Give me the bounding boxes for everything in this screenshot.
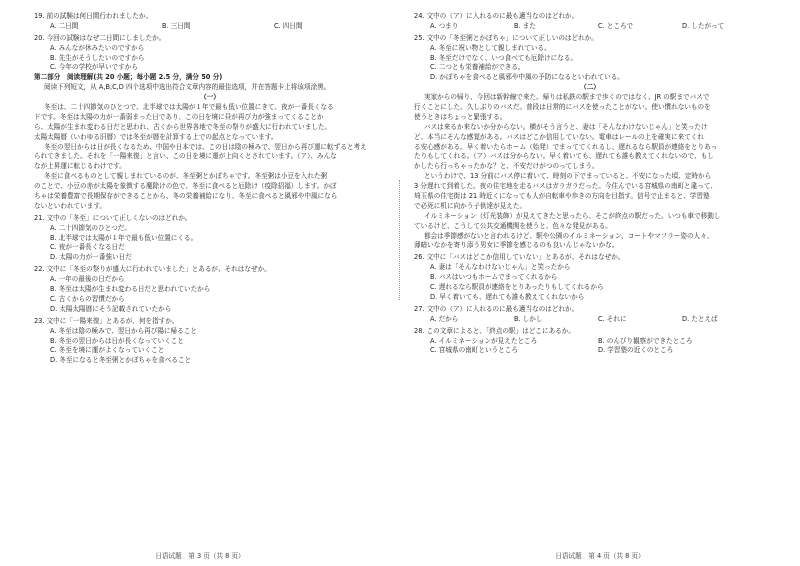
option-b: B. 冬至だけでなく、いつ食べても厄除けになる。: [430, 53, 578, 62]
section-heading: 第二部分 阅读理解(共 20 小题；每小题 2.5 分，满分 50 分): [34, 73, 223, 82]
option-c: C. ところで: [598, 21, 634, 30]
question-stem: 23. 文中に「一陽来復」とあるが、何を指すか。: [34, 316, 179, 325]
passage-line: のことで、小豆の赤が太陽を象徴する魔除けの色で、冬至に食べると厄除け（疫除招福）します。かぼ: [34, 182, 337, 191]
option-b: B. 北半球では太陽が１年で最も低い位置にくる。: [50, 233, 198, 242]
passage-line: 冬至は、二十四節気のひとつで、北半球では太陽が１年で最も低い位置にきて、夜が一番長くなる: [44, 103, 334, 112]
option-d: D. 冬至になると冬至粥とかぼちゃを食べること: [50, 356, 192, 365]
question-stem: 26. 文中に「バスはどこか信用していない」とあるが、それはなぜか。: [414, 253, 625, 262]
passage-line: 太陽太陽暦（いわゆる旧暦）では冬至が暦を計算する上での起点となっています。: [34, 132, 278, 141]
question-25: [414, 34, 766, 83]
option-c: C. 冬至を境に運がよくなっていくこと: [50, 346, 165, 355]
options-row: [414, 346, 766, 356]
option-d: D. 早く着いても、遅れても誰も教えてくれないから: [430, 292, 585, 301]
passage-title: （一）: [200, 93, 220, 102]
question-stem: 28. この文章によると、「終点の駅」はどこにあるか。: [414, 326, 575, 335]
passage-line: ちゃは栄養豊富で長期保存ができることから、冬の栄養補給になり、冬至に食べると風邪や中風になら: [34, 192, 338, 201]
option-a: A. 一年の最後の日だから: [50, 275, 125, 284]
question-stem: 20. 今回の試験はなぜ二日間にしましたか。: [34, 33, 166, 42]
passage-2: [414, 93, 766, 251]
passage-line: 実家からの帰り、今回は新幹線で来た。帰りは私鉄の駅まで歩くのではなく、JR の駅までバスで: [424, 93, 710, 102]
passage-line: られてきました。それを「一陽来復」と言い、この日を境に運が上向くとされています。（ア）、みんな: [34, 152, 337, 161]
passage-line: で必死に机に向かう子供達が見えた。: [414, 201, 527, 210]
option-c: C. 夜が一番長くなる日だ: [50, 243, 125, 252]
option-c: C. 二つとも栄養補給ができる。: [430, 63, 525, 72]
passage-line: ど、本当にそんな感覚がある。バスはどこか信用していない。電車はレールの上を確実に来てくれ: [414, 132, 704, 141]
passage-line: 3 分遅れて到着した。夜の住宅地を走るバスはガラガラだった。今住んでいる宮城県の南町と違って、: [414, 182, 717, 191]
options-row: [414, 337, 766, 347]
passage-line: ているけど、こうして公共交通機関を使うと、色々な発見がある。: [414, 221, 612, 230]
option-c: C. 遅れるなら駅員が連絡をとりあったりもしてくれるから: [430, 283, 604, 292]
question-stem: 19. 前の試験は何日間行われましたか。: [34, 12, 153, 20]
option-b: B. 三日間: [162, 21, 191, 30]
options-row: [414, 315, 766, 325]
page-footer: 日语试题 第 3 页（共 8 页）: [155, 552, 245, 561]
passage-line: なが上昇運に転じるわけです。: [34, 162, 126, 171]
passage-line: たりもしてくれる。（ア）バスは分からない。早く着いても、遅れても誰も教えてくれないので、もし: [414, 152, 714, 161]
passage-line: バスは来るか来ないか分からない。横がそう言うと、妻は「そんなわけないじゃん」と笑ったけ: [424, 122, 708, 131]
passage-line: る安心感がある。早く着いたらホーム（始発）でまっててくれるし、遅れるなら駅員が連絡をとりあっ: [414, 142, 718, 151]
passage-line: 都会は季節感がないと言われるけど、駅や公園のイルミネーション、コートやマフラー姿の人々、: [424, 231, 714, 240]
question-stem: 25. 文中の「冬至粥とかぼちゃ」について正しいのはどれか。: [414, 33, 598, 42]
option-a: A. つまり: [430, 21, 459, 30]
question-19: [34, 12, 386, 32]
options-row: [414, 22, 766, 32]
passage-line: 埼玉県の住宅街は 21 時近くになっても人が自転車や歩きの方向を目指す。信号で止まると、学習塾: [414, 192, 710, 201]
option-b: B. 冬至の翌日からは日が長くなっていくこと: [50, 336, 184, 345]
option-a: A. みんなが休みたいのですから: [50, 43, 145, 52]
option-d: D. 太陽太陽暦にそう記載されていたから: [50, 304, 172, 313]
option-a: A. だから: [430, 314, 459, 323]
options-row: [34, 22, 386, 32]
passage-line: かしたら行っちゃったかな？と、不安だけがつのってしまう。: [414, 162, 599, 171]
option-b: B. しかし: [514, 314, 543, 323]
passage-line: ないといわれています。: [34, 201, 107, 210]
option-b: B. のんびり観察ができたところ: [598, 336, 693, 345]
option-b: B. また: [514, 21, 536, 30]
question-22: [34, 265, 386, 314]
question-stem: 21. 文中の「冬至」について正しくないのはどれか。: [34, 213, 192, 222]
passage-title: （二）: [580, 83, 600, 92]
question-stem: 22. 文中に「冬至の祭りが盛大に行われていました」とあるが、それはなぜか。: [34, 265, 271, 274]
question-stem: 27. 文中の（ア）に入れるのに最も適当なのはどれか。: [414, 304, 579, 313]
option-c: C. 宮城県の南町というところ: [430, 346, 518, 355]
passage-line: ら、太陽が生まれ変わる日だと思われ、古くから世界各地で冬至の祭りが盛大に行われていました。: [34, 122, 332, 131]
question-stem: 24. 文中の（ア）に入れるのに最も適当なのはどれか。: [414, 12, 579, 20]
passage-line: イルミネーション（灯光装飾）が見えてきたと思ったら、そこが終点の駅だった。いつも車で移動し: [424, 211, 721, 220]
option-d: D. 太陽の力が一番強い日だ: [50, 253, 132, 262]
right-page: [400, 0, 800, 566]
option-a: A. 二日間: [50, 21, 79, 30]
question-27: [414, 305, 766, 325]
option-b: B. バスはいつもホームでまってくれるから: [430, 273, 558, 282]
option-c: C. 今年の学校が早いですから: [50, 63, 138, 72]
option-b: B. 先生がそうしたいのですから: [50, 53, 145, 62]
passage-1: [34, 103, 386, 212]
option-a: A. 冬至に祝い物として親しまれている。: [430, 43, 551, 52]
option-d: D. たとえば: [682, 314, 718, 323]
option-d: D. したがって: [682, 21, 725, 30]
option-d: D. 学習塾の近くのところ: [598, 346, 674, 355]
question-20: [34, 34, 386, 74]
option-c: C. 四日間: [274, 21, 303, 30]
option-d: D. かぼちゃを食べると風邪や中風の予防になるといわれている。: [430, 73, 624, 82]
option-a: A. イルミネーションが見えたところ: [430, 336, 538, 345]
passage-line: 冬至に食べるものとして親しまれているのが、冬至粥とかぼちゃです。冬至粥は小豆を入れた粥: [44, 172, 328, 181]
page-footer: 日语试题 第 4 页（共 8 页）: [555, 552, 645, 561]
passage-line: ドです。冬至は太陽の力が一番弱まった日であり、この日を境に昼が再び力が強まってくることか: [34, 112, 324, 121]
question-24: [414, 12, 766, 32]
passage-line: 使うときはちょっと緊張する。: [414, 112, 507, 121]
question-21: [34, 214, 386, 263]
passage-line: というわけで、13 分前にバス停に着いて、時刻の下でまっていると、不安になった頃、定時から: [424, 172, 712, 181]
question-23: [34, 317, 386, 366]
option-c: C. 古くからの習慣だから: [50, 294, 125, 303]
passage-line: 行くことにした。久しぶりのバスだ。普段は日常的にバスを使ったことがない。使い慣れないものを: [414, 103, 711, 112]
option-c: C. それに: [598, 314, 627, 323]
option-a: A. 妻は「そんなわけないじゃん」と笑ったから: [430, 263, 571, 272]
section-instruction: 阅读下列短文，从 A,B,C,D 四个选项中选出符合文章内容的最佳选项，并在答题卡上将该项涂黑。: [44, 83, 331, 92]
option-b: B. 冬至は太陽が生まれ変わる日だと思われていたから: [50, 285, 211, 294]
question-26: [414, 253, 766, 302]
option-a: A. 二十四節気のひとつだ。: [50, 223, 131, 232]
option-a: A. 冬至は陰の極みで、翌日から再び陽に帰ること: [50, 326, 197, 335]
passage-line: 薄暗いなかを寄り添う男女に季節を感じるのも良いんじゃないかな。: [414, 241, 619, 250]
passage-line: 冬至の翌日からは日が長くなるため、中国や日本では、この日は陰の極みで、翌日から再び運に転ずると考え: [44, 142, 367, 151]
question-28: [414, 327, 766, 357]
